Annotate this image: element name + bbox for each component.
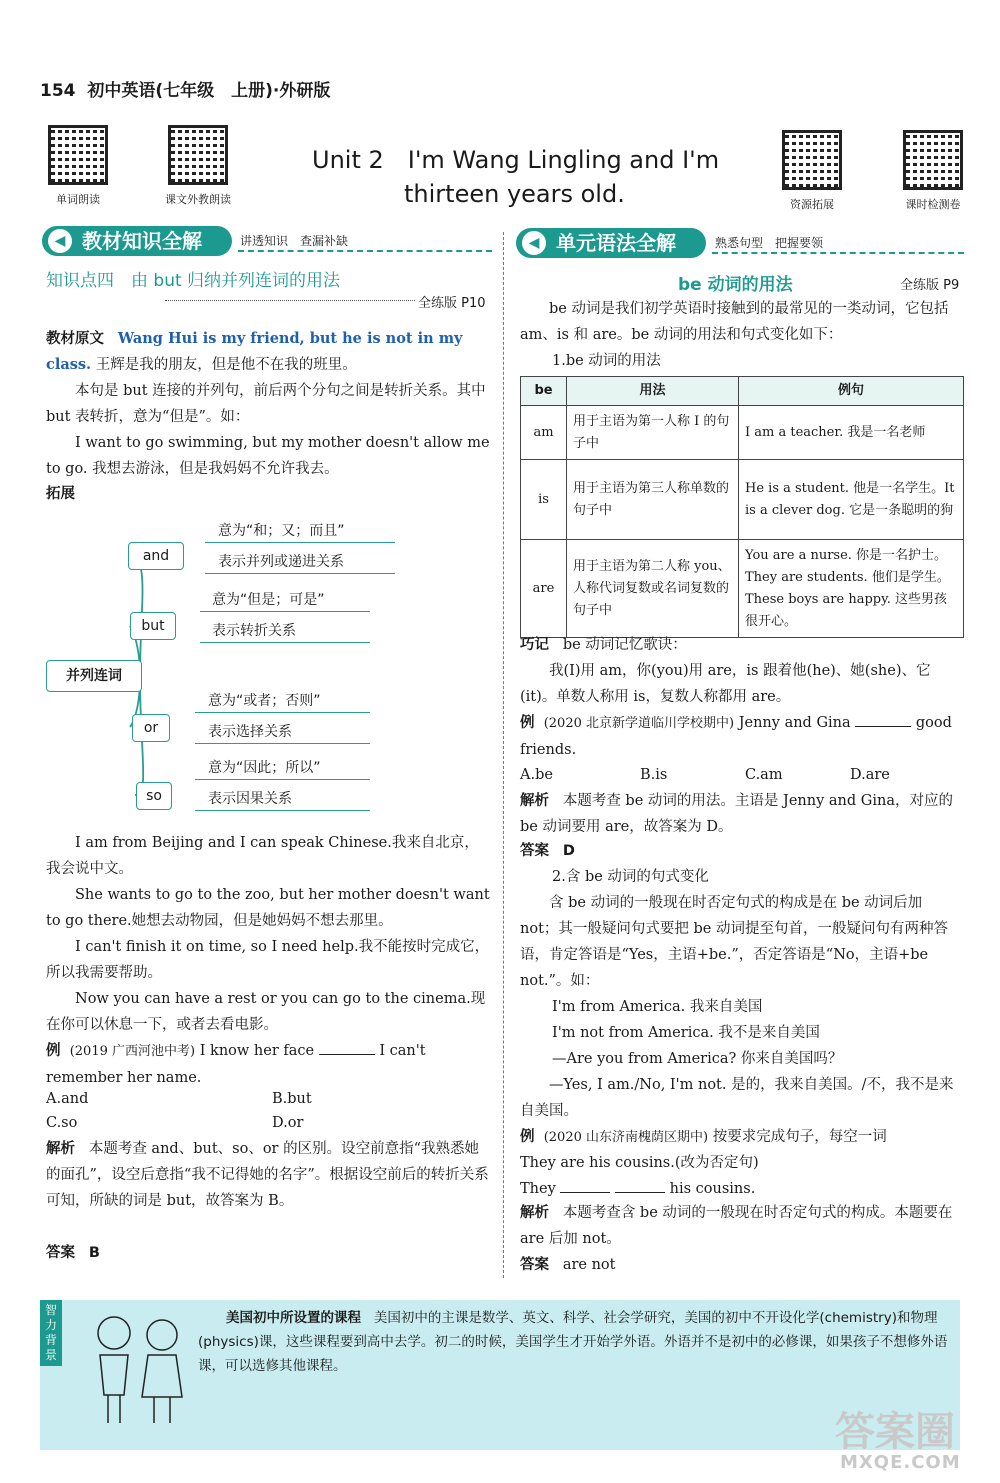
question-line: They his cousins. <box>520 1181 756 1197</box>
background-info-text: 美国初中所设置的课程 美国初中的主课是数学、英文、科学、社会学研究，美国的初中不开设化学(chemistry)和物理(physics)课，这些课程要到高中去学。初二的时候，美国学生才开始学外语。外语并不是初中的必修课，如果孩子不想修外语课，可以选修其他课程。 <box>198 1310 948 1374</box>
banner-note: 熟悉句型 把握要领 <box>715 236 824 250</box>
unit-title-line1: Unit 2 I'm Wang Lingling and I'm <box>312 146 720 174</box>
section-banner-knowledge: ◀ 教材知识全解 <box>42 226 232 256</box>
mindmap-underline <box>195 743 370 744</box>
qr-code-test[interactable] <box>903 130 963 190</box>
watermark-url: MXQE.COM <box>840 1452 961 1473</box>
option-d: D.are <box>850 767 890 783</box>
sentence-change-paragraph: 含 be 动词的一般现在时否定句式的构成是在 be 动词后加 not；其一般疑问句式要把 be 动词提至句首，一般疑问句有两种答语，肯定答语是“Yes，主语+be.”，否定答语是“No，主语+be not.”。如： <box>520 895 948 989</box>
table-header: 用法 <box>567 377 739 406</box>
qr-label: 课时检测卷 <box>905 198 961 211</box>
mindmap-center: 并列连词 <box>46 660 142 692</box>
question-left: 例 (2019 广西河池中考) I know her face I can't remember her name. <box>46 1043 426 1086</box>
book-title: 初中英语(七年级 上册)·外研版 <box>87 81 331 101</box>
mindmap-node-and: and <box>128 542 184 570</box>
qr-code-text-reading[interactable] <box>168 125 228 185</box>
option-b: B.but <box>272 1091 312 1107</box>
mindmap-use-but: 表示转折关系 <box>212 623 296 639</box>
option-b: B.is <box>640 767 668 783</box>
mindmap-use-and: 表示并列或递进关系 <box>218 554 344 570</box>
mindmap-meaning-or: 意为“或者；否则” <box>208 693 321 709</box>
mindmap-underline <box>200 642 370 643</box>
divider <box>238 250 492 252</box>
example-line: —Are you from America? 你来自美国吗？ <box>552 1051 843 1067</box>
qr-label: 资源拓展 <box>790 198 834 211</box>
mindmap-meaning-so: 意为“因此；所以” <box>208 760 321 776</box>
qr-label: 课文外教朗读 <box>165 193 231 206</box>
mindmap-underline <box>195 779 370 780</box>
mindmap-meaning-but: 意为“但是；可是” <box>212 592 325 608</box>
answer-right-1: 答案 D <box>520 843 575 859</box>
table-header: 例句 <box>739 377 964 406</box>
qr-code-resources[interactable] <box>782 130 842 190</box>
extension-label: 拓展 <box>46 486 75 502</box>
question-right-1: 例 (2020 北京新学道临川学校期中) Jenny and Gina good friends. <box>520 715 952 758</box>
example-so: I can't finish it on time, so I need help.我不能按时完成它，所以我需要帮助。 <box>46 939 490 981</box>
banner-note: 讲透知识 查漏补缺 <box>240 234 349 248</box>
tip-text: 我(I)用 am，你(you)用 are，is 跟着他(he)、她(she)、它(it)。单数人称用 is，复数人称都用 are。 <box>520 663 931 705</box>
children-illustration-icon <box>78 1305 198 1435</box>
mindmap-underline <box>195 712 370 713</box>
example-line: I'm not from America. 我不是来自美国 <box>552 1025 820 1041</box>
be-verb-table <box>520 376 964 638</box>
example-line: —Yes, I am./No, I'm not. 是的，我来自美国。/不，我不是来自美国。 <box>520 1077 954 1119</box>
unit-title <box>312 143 732 211</box>
mindmap-underline <box>205 542 395 543</box>
question-source: (2019 广西河池中考) <box>69 1044 196 1059</box>
ref-page: 全练版 P9 <box>900 278 960 293</box>
background-title: 美国初中所设置的课程 <box>226 1310 361 1326</box>
example-but: She wants to go to the zoo, but her mother doesn't want to go there.她想去动物园，但是她妈妈不想去那里。 <box>46 887 490 929</box>
table-row: are 用于主语为第二人称 you、人称代词复数或名词复数的句子中 You are a nurse. 你是一名护士。They are students. 他们是学生。These boys are happy. 这些男孩很开心。 <box>521 540 964 638</box>
qr-code-word-reading[interactable] <box>48 125 108 185</box>
mindmap-node-but: but <box>130 612 176 640</box>
table-row: am 用于主语为第一人称 I 的句子中 I am a teacher. 我是一名老师 <box>521 406 964 460</box>
speaker-icon: ◀ <box>522 231 546 255</box>
subheading-usage: 1.be 动词的用法 <box>552 353 661 369</box>
grammar-intro: be 动词是我们初学英语时接触到的最常见的一类动词，它包括 am、is 和 are。be 动词的用法和句式变化如下： <box>520 301 949 343</box>
example-sentence: I want to go swimming, but my mother doesn't allow me to go. 我想去游泳，但是我妈妈不允许我去。 <box>46 435 490 477</box>
speaker-icon: ◀ <box>48 229 72 253</box>
dotted-leader <box>165 300 415 301</box>
question-right-2: 例 (2020 山东济南槐荫区期中) 按要求完成句子，每空一词 <box>520 1129 887 1145</box>
knowledge-point-title: 知识点四 由 but 归纳并列连词的用法 <box>46 271 341 291</box>
mindmap-underline <box>195 810 370 811</box>
question-source: (2020 北京新学道临川学校期中) <box>543 716 735 731</box>
ref-page: 全练版 P10 <box>418 296 486 311</box>
answer-blank[interactable] <box>855 713 911 727</box>
qr-label: 单词朗读 <box>56 193 100 206</box>
option-a: A.and <box>46 1091 89 1107</box>
section-banner-grammar: ◀ 单元语法全解 <box>516 228 706 258</box>
mindmap-node-or: or <box>132 714 170 742</box>
tip-heading: 巧记 be 动词记忆歌诀： <box>520 637 687 653</box>
answer-blank[interactable] <box>560 1179 610 1193</box>
original-chinese: 王辉是我的朋友，但是他不在我的班里。 <box>95 357 357 373</box>
option-c: C.so <box>46 1115 78 1131</box>
option-a: A.be <box>520 767 553 783</box>
column-divider <box>503 232 504 1278</box>
question-source: (2020 山东济南槐荫区期中) <box>543 1130 709 1145</box>
mindmap-use-or: 表示选择关系 <box>208 724 292 740</box>
table-row: is 用于主语为第三人称单数的句子中 He is a student. 他是一名学生。It is a clever dog. 它是一条聪明的狗 <box>521 460 964 540</box>
answer-left: 答案 B <box>46 1245 100 1261</box>
option-c: C.am <box>745 767 783 783</box>
example-line: I'm from America. 我来自美国 <box>552 999 763 1015</box>
table-header: be <box>521 377 567 406</box>
mindmap-meaning-and: 意为“和；又；而且” <box>218 523 345 539</box>
analysis-right-2: 解析 本题考查含 be 动词的一般现在时否定句式的构成。本题要在 are 后加 not。 <box>520 1205 953 1247</box>
mindmap-underline <box>205 573 395 574</box>
analysis-right-1: 解析 本题考查 be 动词的用法。主语是 Jenny and Gina，对应的 be 动词要用 are，故答案为 D。 <box>520 793 953 835</box>
answer-blank[interactable] <box>615 1179 665 1193</box>
grammar-title: be 动词的用法 <box>678 275 793 295</box>
option-d: D.or <box>272 1115 304 1131</box>
original-text: 教材原文 Wang Hui is my friend, but he is not in my class. 王辉是我的朋友，但是他不在我的班里。 <box>46 330 463 373</box>
analysis-left: 解析 本题考查 and、but、so、or 的区别。设空前意指“我熟悉她的面孔”，设空后意指“我不记得她的名字”。根据设空前后的转折关系可知，所缺的词是 but，故答案为 B。 <box>46 1141 489 1209</box>
divider <box>712 252 964 254</box>
answer-right-2: 答案 are not <box>520 1257 616 1273</box>
example-or: Now you can have a rest or you can go to the cinema.现在你可以休息一下，或者去看电影。 <box>46 991 486 1033</box>
background-tag: 智力背景 <box>40 1300 62 1366</box>
example-and: I am from Beijing and I can speak Chinese.我来自北京，我会说中文。 <box>46 835 479 877</box>
page-number: 154 <box>40 81 76 101</box>
mindmap-use-so: 表示因果关系 <box>208 791 292 807</box>
explanation-paragraph: 本句是 but 连接的并列句，前后两个分句之间是转折关系。其中 but 表转折，意为“但是”。如： <box>46 383 486 425</box>
question-line: They are his cousins.(改为否定句) <box>520 1155 759 1171</box>
mindmap-node-so: so <box>136 782 172 810</box>
unit-title-line2: thirteen years old. <box>404 180 625 208</box>
page-header <box>40 76 330 101</box>
original-english: Wang Hui is my friend, but he is not in my class. <box>46 330 463 373</box>
watermark-logo: 答案圈 <box>835 1409 955 1455</box>
subheading-sentence-change: 2.含 be 动词的句式变化 <box>552 869 709 885</box>
answer-blank[interactable] <box>319 1041 375 1055</box>
mindmap-underline <box>200 611 370 612</box>
